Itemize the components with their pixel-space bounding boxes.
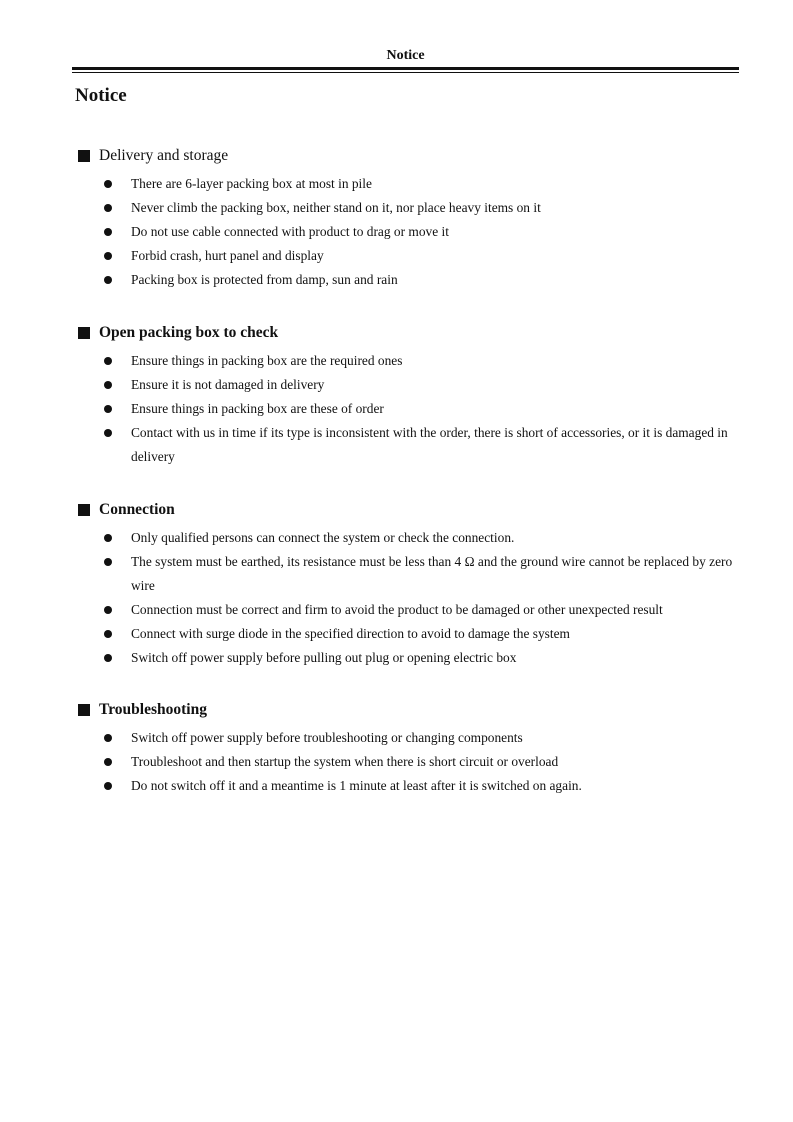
list-item [77,550,747,598]
bullet-dot-icon [104,782,112,790]
list-item-text: Do not use cable connected with product to drag or move it [131,224,449,239]
section-troubleshooting [77,698,747,798]
list-item-text: Packing box is protected from damp, sun and rain [131,272,398,287]
bullet-list [77,349,747,469]
square-bullet-icon [78,704,90,716]
bullet-list [77,726,747,798]
running-header: Notice [386,48,425,63]
bullet-dot-icon [104,429,112,437]
list-item [77,750,747,774]
list-item-text: Forbid crash, hurt panel and display [131,248,324,263]
list-item [77,373,747,397]
section-heading-text: Open packing box to check [99,324,279,341]
bullet-dot-icon [104,381,112,389]
bullet-dot-icon [104,228,112,236]
list-item-text: Ensure it is not damaged in delivery [131,377,325,392]
section-heading-text: Troubleshooting [99,701,207,718]
list-item-text: Switch off power supply before pulling out plug or opening electric box [131,650,517,665]
bullet-dot-icon [104,758,112,766]
list-item [77,268,747,292]
header-rule-thin [72,72,739,73]
list-item-text: Switch off power supply before troubleshooting or changing components [131,730,523,745]
list-item [77,196,747,220]
list-item [77,622,747,646]
list-item-text: Only qualified persons can connect the system or check the connection. [131,530,515,545]
list-item-text: The system must be earthed, its resistance must be less than 4 Ω and the ground wire cannot be replaced by zero wire [131,554,733,593]
list-item [77,172,747,196]
square-bullet-icon [78,504,90,516]
list-item [77,526,747,550]
list-item [77,774,747,798]
list-item [77,646,747,670]
section-heading-text: Delivery and storage [99,147,229,164]
bullet-dot-icon [104,180,112,188]
bullet-list [77,172,747,292]
bullet-dot-icon [104,405,112,413]
section-heading [77,321,747,345]
square-bullet-icon [78,150,90,162]
bullet-dot-icon [104,734,112,742]
bullet-dot-icon [104,654,112,662]
section-heading [77,144,747,168]
list-item [77,349,747,373]
section-open-packing-box [77,321,747,469]
list-item-text: Connection must be correct and firm to avoid the product to be damaged or other unexpected result [131,602,663,617]
list-item-text: Troubleshoot and then startup the system when there is short circuit or overload [131,754,559,769]
list-item [77,421,747,469]
list-item-text: Ensure things in packing box are these of order [131,401,384,416]
list-item-text: Connect with surge diode in the specified direction to avoid to damage the system [131,626,570,641]
bullet-dot-icon [104,606,112,614]
square-bullet-icon [78,327,90,339]
list-item [77,726,747,750]
bullet-dot-icon [104,357,112,365]
list-item-text: Contact with us in time if its type is inconsistent with the order, there is short of accessories, or it is damaged in delivery [131,425,728,464]
section-delivery-storage [77,144,747,292]
section-heading [77,698,747,722]
bullet-dot-icon [104,276,112,284]
bullet-dot-icon [104,630,112,638]
page-title: Notice [75,85,127,106]
list-item-text: Never climb the packing box, neither stand on it, nor place heavy items on it [131,200,541,215]
section-heading-text: Connection [99,501,175,518]
list-item [77,220,747,244]
header-rule-thick [72,67,739,70]
list-item [77,397,747,421]
bullet-dot-icon [104,558,112,566]
bullet-dot-icon [104,534,112,542]
list-item-text: Do not switch off it and a meantime is 1 minute at least after it is switched on again. [131,778,582,793]
list-item [77,598,747,622]
section-heading [77,498,747,522]
bullet-dot-icon [104,204,112,212]
section-connection [77,498,747,670]
bullet-dot-icon [104,252,112,260]
list-item [77,244,747,268]
list-item-text: There are 6-layer packing box at most in pile [131,176,372,191]
list-item-text: Ensure things in packing box are the required ones [131,353,403,368]
bullet-list [77,526,747,670]
